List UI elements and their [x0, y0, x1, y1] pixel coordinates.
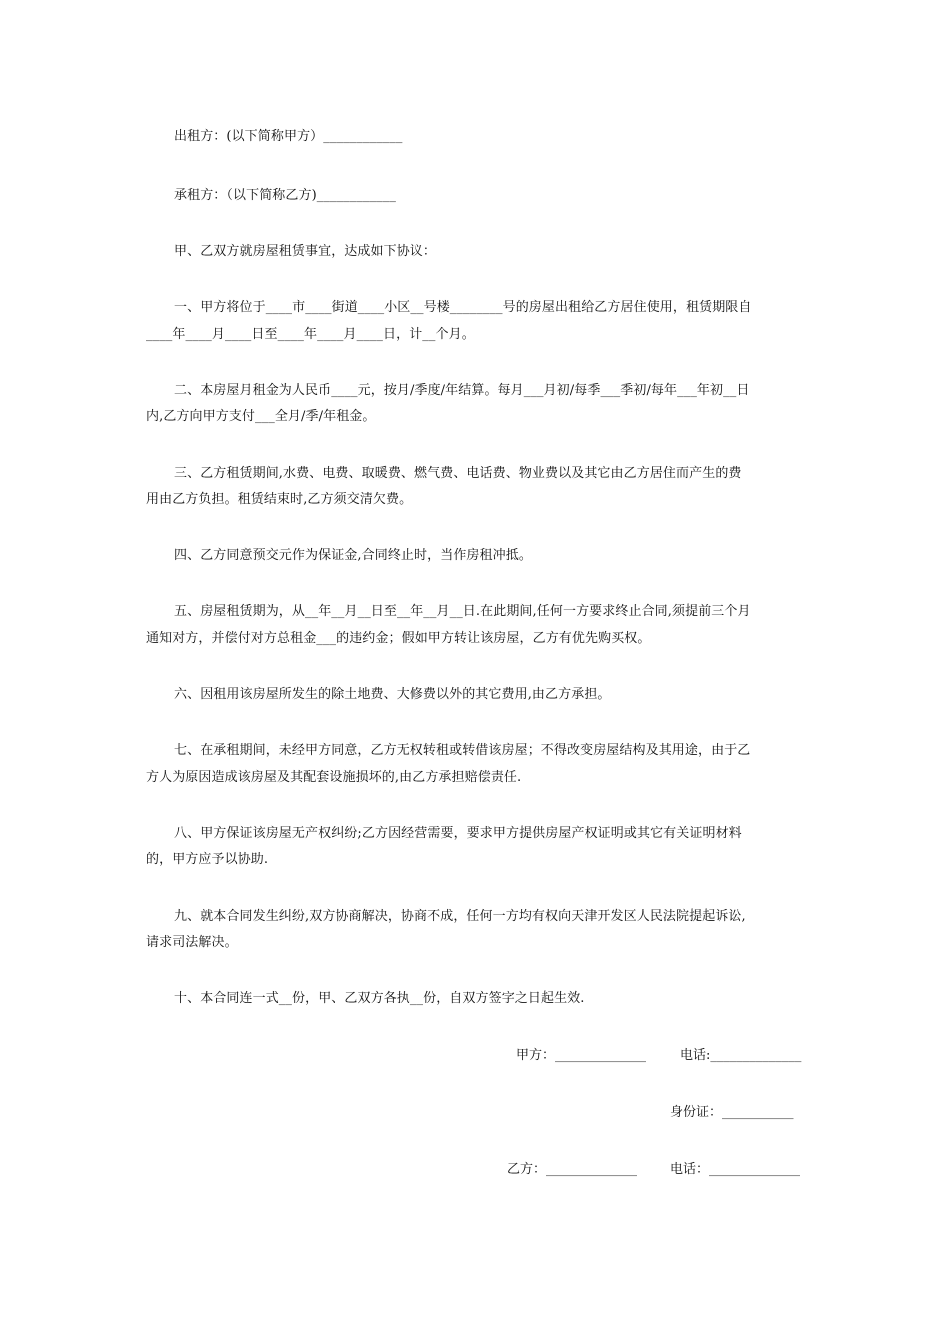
intro-line: 甲、乙双方就房屋租赁事宜，达成如下协议： — [174, 244, 437, 259]
lessee-line: 承租方：（以下简称乙方)____________ — [174, 188, 396, 203]
clause-3-line-2: 用由乙方负担。租赁结束时,乙方须交清欠费。 — [146, 492, 413, 507]
party-a-signature: 甲方：______________ — [516, 1048, 647, 1063]
party-b-signature: 乙方：______________ — [507, 1162, 638, 1177]
clause-1-line-1: 一、甲方将位于____市____街道____小区__号楼________号的房屋出租给乙方居住使用，租赁期限自 — [174, 300, 752, 315]
party-b-phone: 电话：______________ — [670, 1162, 801, 1177]
clause-5-line-1: 五、房屋租赁期为，从__年__月__日至__年__月__日.在此期间,任何一方要求终止合同,须提前三个月 — [174, 604, 751, 619]
clause-7-line-2: 方人为原因造成该房屋及其配套设施损坏的,由乙方承担赔偿责任. — [146, 770, 522, 785]
clause-10-line-1: 十、本合同连一式__份，甲、乙双方各执__份，自双方签字之日起生效. — [174, 991, 585, 1006]
clause-6-line-1: 六、因租用该房屋所发生的除土地费、大修费以外的其它费用,由乙方承担。 — [174, 687, 611, 702]
lessor-line: 出租方：(以下简称甲方）____________ — [174, 129, 403, 144]
clause-7-line-1: 七、在承租期间，未经甲方同意，乙方无权转租或转借该房屋；不得改变房屋结构及其用途，由于乙 — [174, 743, 751, 758]
clause-8-line-2: 的，甲方应予以协助. — [146, 852, 269, 867]
id-card-field: 身份证：___________ — [670, 1105, 794, 1120]
clause-3-line-1: 三、乙方租赁期间,水费、电费、取暖费、燃气费、电话费、物业费以及其它由乙方居住而产生的费 — [174, 466, 742, 481]
clause-5-line-2: 通知对方，并偿付对方总租金___的违约金；假如甲方转让该房屋，乙方有优先购买权。 — [146, 631, 651, 646]
clause-8-line-1: 八、甲方保证该房屋无产权纠纷;乙方因经营需要，要求甲方提供房屋产权证明或其它有关证明材料 — [174, 826, 742, 841]
clause-9-line-2: 请求司法解决。 — [146, 935, 238, 950]
clause-1-line-2: ____年____月____日至____年____月____日，计__个月。 — [146, 327, 475, 342]
party-a-phone: 电话:______________ — [680, 1048, 802, 1063]
clause-4-line-1: 四、乙方同意预交元作为保证金,合同终止时，当作房租冲抵。 — [174, 548, 532, 563]
clause-2-line-1: 二、本房屋月租金为人民币____元，按月/季度/年结算。每月___月初/每季___季初/每年___年初__日 — [174, 383, 750, 398]
clause-2-line-2: 内,乙方向甲方支付___全月/季/年租金。 — [146, 409, 376, 424]
clause-9-line-1: 九、就本合同发生纠纷,双方协商解决，协商不成，任何一方均有权向天津开发区人民法院提起诉讼, — [174, 909, 746, 924]
